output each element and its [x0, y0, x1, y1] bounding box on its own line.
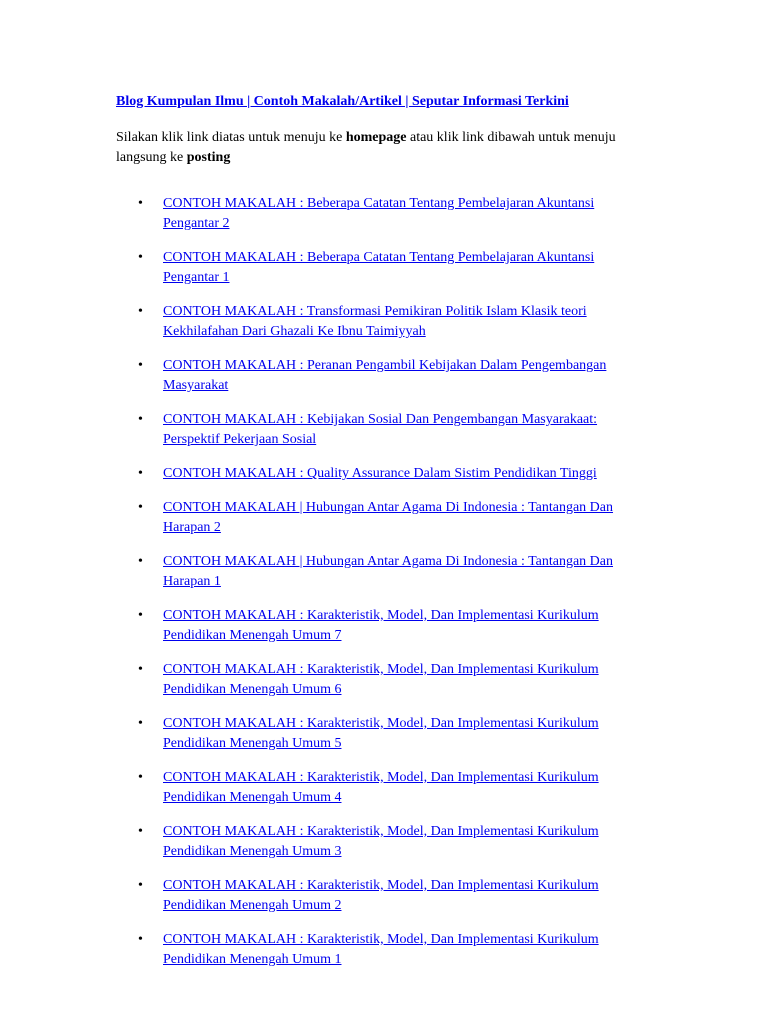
list-item [116, 552, 656, 592]
post-link[interactable]: CONTOH MAKALAH : Transformasi Pemikiran Politik Islam Klasik teori Kekhilafahan Dari Ghazali Ke Ibnu Taimiyyah [163, 304, 587, 339]
post-link[interactable]: CONTOH MAKALAH | Hubungan Antar Agama Di Indonesia : Tantangan Dan Harapan 2 [163, 500, 614, 535]
post-link[interactable]: CONTOH MAKALAH : Karakteristik, Model, Dan Implementasi Kurikulum Pendidikan Menengah Umum 3 [163, 824, 599, 859]
post-link[interactable]: CONTOH MAKALAH : Karakteristik, Model, Dan Implementasi Kurikulum Pendidikan Menengah Umum 6 [163, 662, 599, 697]
list-item [116, 714, 656, 754]
bullet-icon: • [138, 770, 143, 785]
bullet-icon: • [138, 878, 143, 893]
post-link[interactable]: CONTOH MAKALAH : Beberapa Catatan Tentang Pembelajaran Akuntansi Pengantar 2 [163, 196, 595, 231]
intro-bold-homepage: homepage [345, 130, 407, 145]
post-list [116, 194, 656, 970]
list-item [116, 822, 656, 862]
bullet-icon: • [138, 662, 143, 677]
post-link[interactable]: CONTOH MAKALAH | Hubungan Antar Agama Di Indonesia : Tantangan Dan Harapan 1 [163, 554, 614, 589]
list-item [116, 768, 656, 808]
list-item [116, 660, 656, 700]
post-link[interactable]: CONTOH MAKALAH : Karakteristik, Model, Dan Implementasi Kurikulum Pendidikan Menengah Umum 2 [163, 878, 599, 913]
homepage-link[interactable]: Blog Kumpulan Ilmu | Contoh Makalah/Artikel | Seputar Informasi Terkini [116, 94, 569, 109]
bullet-icon: • [138, 932, 143, 947]
post-link[interactable]: CONTOH MAKALAH : Peranan Pengambil Kebijakan Dalam Pengembangan Masyarakat [163, 358, 607, 393]
post-link[interactable]: CONTOH MAKALAH : Beberapa Catatan Tentang Pembelajaran Akuntansi Pengantar 1 [163, 250, 595, 285]
bullet-icon: • [138, 716, 143, 731]
list-item [116, 302, 656, 342]
list-item [116, 356, 656, 396]
list-item [116, 876, 656, 916]
bullet-icon: • [138, 304, 143, 319]
post-link[interactable]: CONTOH MAKALAH : Karakteristik, Model, Dan Implementasi Kurikulum Pendidikan Menengah Umum 4 [163, 770, 599, 805]
bullet-icon: • [138, 412, 143, 427]
bullet-icon: • [138, 500, 143, 515]
intro-paragraph [116, 128, 636, 168]
bullet-icon: • [138, 554, 143, 569]
intro-text-2: atau klik link dibawah untuk menuju langsung ke [116, 130, 616, 165]
bullet-icon: • [138, 608, 143, 623]
list-item [116, 248, 656, 288]
document-page [116, 92, 656, 984]
post-link[interactable]: CONTOH MAKALAH : Karakteristik, Model, Dan Implementasi Kurikulum Pendidikan Menengah Umum 5 [163, 716, 599, 751]
post-link[interactable]: CONTOH MAKALAH : Kebijakan Sosial Dan Pengembangan Masyarakaat: Perspektif Pekerjaan Sosial [163, 412, 598, 447]
bullet-icon: • [138, 824, 143, 839]
post-link[interactable]: CONTOH MAKALAH : Karakteristik, Model, Dan Implementasi Kurikulum Pendidikan Menengah Umum 7 [163, 608, 599, 643]
list-item [116, 606, 656, 646]
bullet-icon: • [138, 358, 143, 373]
list-item [116, 194, 656, 234]
list-item [116, 930, 656, 970]
list-item [116, 464, 656, 484]
bullet-icon: • [138, 250, 143, 265]
list-item [116, 410, 656, 450]
post-link[interactable]: CONTOH MAKALAH : Karakteristik, Model, Dan Implementasi Kurikulum Pendidikan Menengah Umum 1 [163, 932, 599, 967]
bullet-icon: • [138, 196, 143, 211]
post-link[interactable]: CONTOH MAKALAH : Quality Assurance Dalam Sistim Pendidikan Tinggi [163, 466, 597, 481]
list-item [116, 498, 656, 538]
bullet-icon: • [138, 466, 143, 481]
intro-text-1: Silakan klik link diatas untuk menuju ke [116, 130, 346, 145]
intro-bold-posting: posting [186, 150, 231, 165]
